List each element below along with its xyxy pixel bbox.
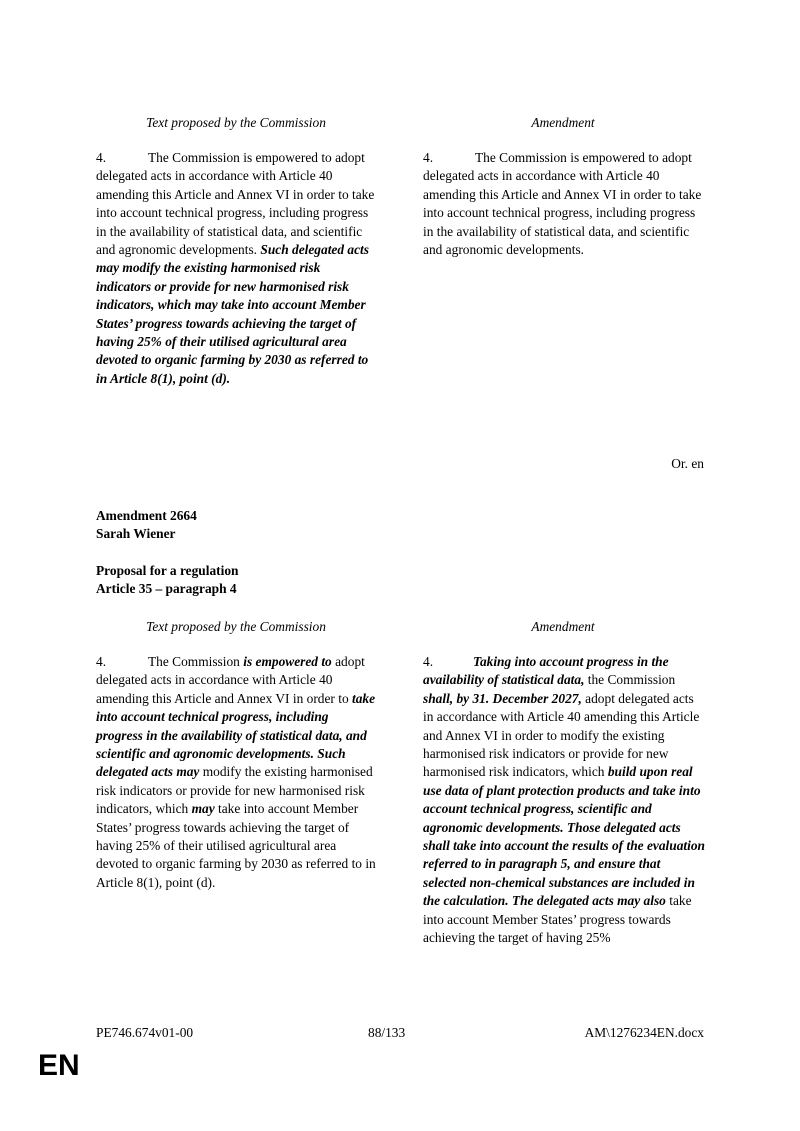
deleted-text: may [191,801,215,817]
proposal-title: Proposal for a regulation [96,563,239,578]
left-column-header-2: Text proposed by the Commission [146,619,326,634]
footer-file-name: AM\1276234EN.docx [584,1025,704,1040]
deleted-text: is empowered to [243,654,332,669]
text-run: modify the existing harmonised risk indicators or provide for new harmonised risk indicators, which [96,764,373,817]
amendment-author: Sarah Wiener [96,526,176,541]
paragraph-text: The Commission is empowered to adopt delegated acts in accordance with Article 40 amending this Article and Annex VI in order to take into account technical progress, including progress in the availability of statistical data, and scientific and agronomic developments. [423,150,702,258]
footer-document-reference: PE746.674v01-00 [96,1025,194,1040]
text-run: The Commission [148,654,244,669]
deleted-text: take into account technical progress, including progress in the availability of statistical data, and scientific and agronomic developments. Such delegated acts may [96,690,376,780]
article-reference: Article 35 – paragraph 4 [96,581,237,596]
amendment-number: Amendment 2664 [96,508,197,523]
amendment-paragraph-2 [423,653,705,948]
commission-text-column-2 [96,653,378,892]
amendment-text-column [423,149,705,259]
text-run: take into account Member States’ progress towards achieving the target of having 25% of their utilised agricultural area devoted to organic farming by 2030 as referred to in Article 8(1), point (d). [96,801,376,890]
commission-paragraph-2 [96,653,378,892]
right-column-header: Amendment [531,115,595,130]
paragraph-number: 4. [423,150,434,165]
right-column-header-2: Amendment [531,619,595,634]
language-code: EN [38,1049,80,1082]
paragraph-number: 4. [96,654,107,669]
original-language: Or. en [671,456,704,471]
inserted-text: shall, by 31. December 2027, [423,690,582,706]
text-run: adopt delegated acts in accordance with Article 40 amending this Article and Annex VI in order to [96,654,365,706]
footer-page-number: 88/133 [368,1025,406,1040]
inserted-text: build upon real use data of plant protection products and take into account technical progress, scientific and agronomic developments. Those delegated acts shall take into account the results of the evaluation referred to in paragraph 5, and ensure that selected non-chemical substances are included in the calculation. The delegated acts may also [423,764,705,909]
inserted-text: Taking into account progress in the availability of statistical data, [423,654,669,688]
text-run: the Commission [584,672,676,688]
amendment-text-column-2 [423,653,705,948]
amendment-paragraph [423,149,705,259]
text-run: adopt delegated acts in accordance with Article 40 amending this Article and Annex VI in order to modify the existing harmonised risk indicators or provide for new harmonised risk indicators, which [423,690,700,780]
commission-text-column [96,149,378,388]
paragraph-text: The Commission is empowered to adopt delegated acts in accordance with Article 40 amending this Article and Annex VI in order to take into account technical progress, including progress in the availability of statistical data, and scientific and agronomic developments. [96,150,375,258]
left-column-header: Text proposed by the Commission [146,115,326,130]
paragraph-number: 4. [423,654,434,669]
paragraph-text-emphasis: Such delegated acts may modify the existing harmonised risk indicators or provide for new harmonised risk indicators, which may take into account Member States’ progress towards achieving the target of having 25% of their utilised agricultural area devoted to organic farming by 2030 as referred to in Article 8(1), point (d). [96,242,369,386]
text-run: take into account Member States’ progress towards achieving the target of having 25% [423,893,692,946]
paragraph-number: 4. [96,150,107,165]
commission-paragraph [96,149,378,388]
